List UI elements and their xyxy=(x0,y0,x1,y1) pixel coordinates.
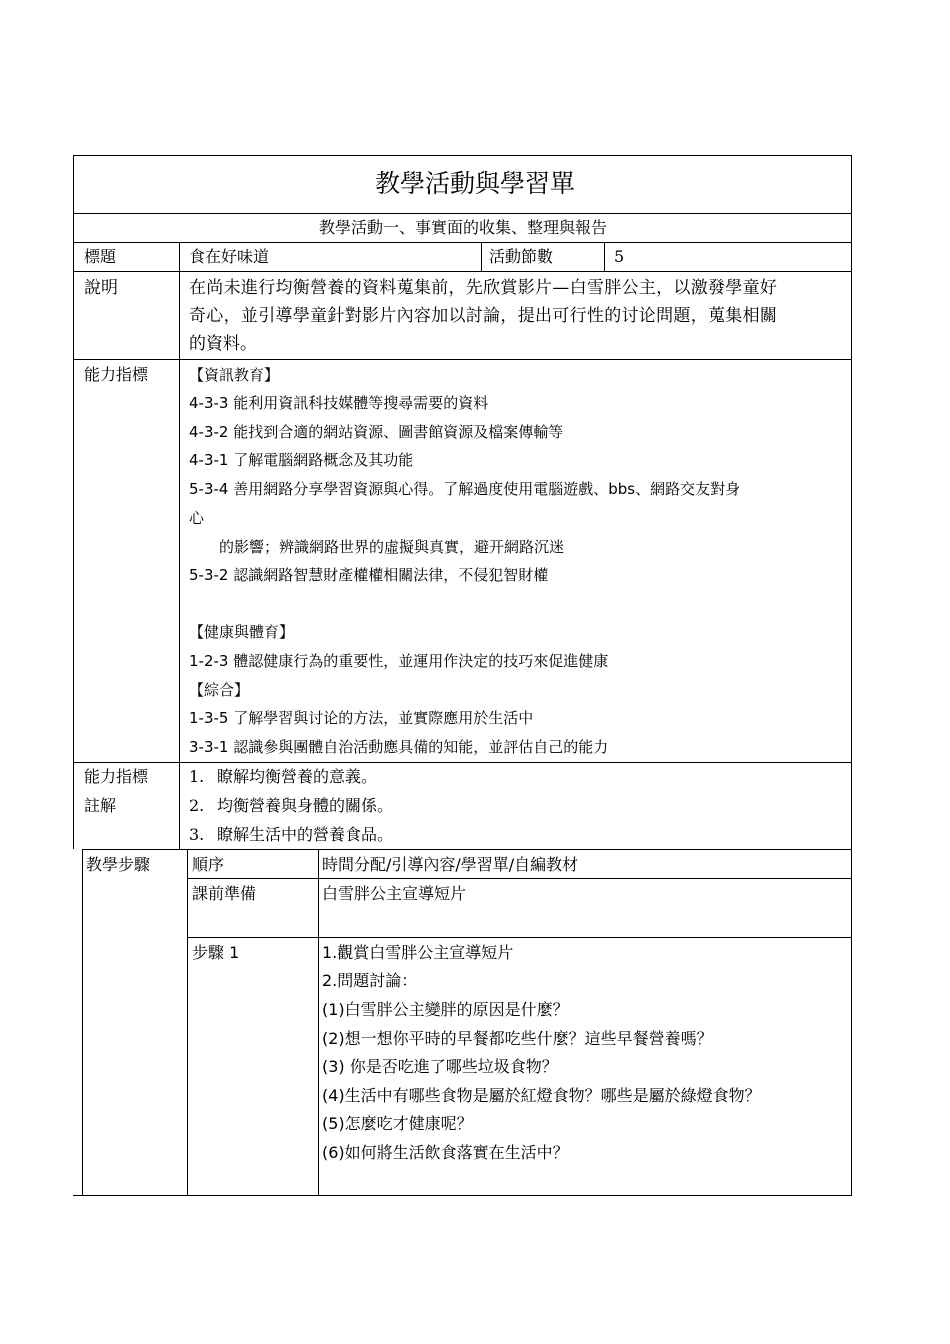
indicator-line: 心 xyxy=(189,509,205,527)
step1-line: (6)如何將生活飲食落實在生活中？ xyxy=(322,1143,569,1162)
indicator-line: 【資訊教育】 xyxy=(189,366,280,384)
sessions-value: 5 xyxy=(614,247,625,266)
indicator-line: 5-3-2 認識網路智慧財產權權相關法律，不侵犯智財權 xyxy=(189,566,549,584)
step1-line: (2)想一想你平時的早餐都吃些什麼？這些早餐營養嗎？ xyxy=(322,1029,713,1048)
step1-line: 1.觀賞白雪胖公主宣導短片 xyxy=(322,943,514,962)
notes-label-line1: 能力指標 xyxy=(84,767,149,786)
description-line: 在尚未進行均衡營養的資料蒐集前，先欣賞影片—白雪胖公主，以激發學童好 xyxy=(189,278,778,298)
step1-line: (4)生活中有哪些食物是屬於紅燈食物？哪些是屬於綠燈食物？ xyxy=(322,1086,761,1105)
indicator-line: 4-3-2 能找到合適的網站資源、圖書館資源及檔案傳輸等 xyxy=(189,423,564,441)
step1-line: (5)怎麼吃才健康呢？ xyxy=(322,1114,473,1133)
description-line: 奇心，並引導學童針對影片內容加以討論，提出可行性的讨论問題，蒐集相關 xyxy=(189,306,778,326)
step1-line: (1)白雪胖公主變胖的原因是什麼？ xyxy=(322,1000,569,1019)
note-number: 3. xyxy=(189,825,205,844)
prep-content: 白雪胖公主宣導短片 xyxy=(322,884,467,903)
note-text: 瞭解均衡營養的意義。 xyxy=(217,767,378,786)
document-title: 教學活動與學習單 xyxy=(374,169,575,198)
prep-label: 課前準備 xyxy=(192,884,257,903)
step1-line: 2.問題討論： xyxy=(322,971,418,990)
note-text: 瞭解生活中的營養食品。 xyxy=(217,825,394,844)
indicator-line: 1-3-5 了解學習與讨论的方法，並實際應用於生活中 xyxy=(189,709,534,727)
sessions-label: 活動節數 xyxy=(489,247,554,266)
indicator-line: 【綜合】 xyxy=(189,681,250,699)
indicator-line: 的影響；辨識網路世界的虛擬與真實，避开網路沉迷 xyxy=(189,538,565,556)
note-text: 均衡營養與身體的關係。 xyxy=(217,796,394,815)
note-number: 1. xyxy=(189,767,205,786)
indicator-line: 1-2-3 體認健康行為的重要性，並運用作決定的技巧來促進健康 xyxy=(189,652,609,670)
indicator-line: 4-3-3 能利用資訊科技媒體等搜尋需要的資料 xyxy=(189,394,489,412)
notes-label-line2: 註解 xyxy=(84,796,117,815)
indicator-line: 5-3-4 善用網路分享學習資源與心得。了解過度使用電腦遊戲、bbs、網路交友對身 xyxy=(189,480,741,498)
step1-line: (3) 你是否吃進了哪些垃圾食物？ xyxy=(322,1057,558,1076)
indicator-line: 4-3-1 了解電腦網路概念及其功能 xyxy=(189,451,414,469)
title-label: 標題 xyxy=(84,247,117,266)
indicators-label: 能力指標 xyxy=(84,365,149,384)
description-line: 的資料。 xyxy=(189,334,257,354)
column-content-header: 時間分配/引導內容/學習單/自編教材 xyxy=(322,855,579,874)
indicator-line: 3-3-1 認識參與團體自治活動應具備的知能，並評估自己的能力 xyxy=(189,738,609,756)
activity-heading: 教學活動一、事實面的收集、整理與報告 xyxy=(318,218,607,237)
step1-label: 步驟 1 xyxy=(192,943,240,962)
title-value: 食在好味道 xyxy=(189,247,270,266)
description-label: 說明 xyxy=(84,278,118,298)
steps-label: 教學步驟 xyxy=(86,855,151,874)
column-order-header: 順序 xyxy=(192,855,225,874)
note-number: 2. xyxy=(189,796,205,815)
indicator-line: 【健康與體育】 xyxy=(189,623,295,641)
